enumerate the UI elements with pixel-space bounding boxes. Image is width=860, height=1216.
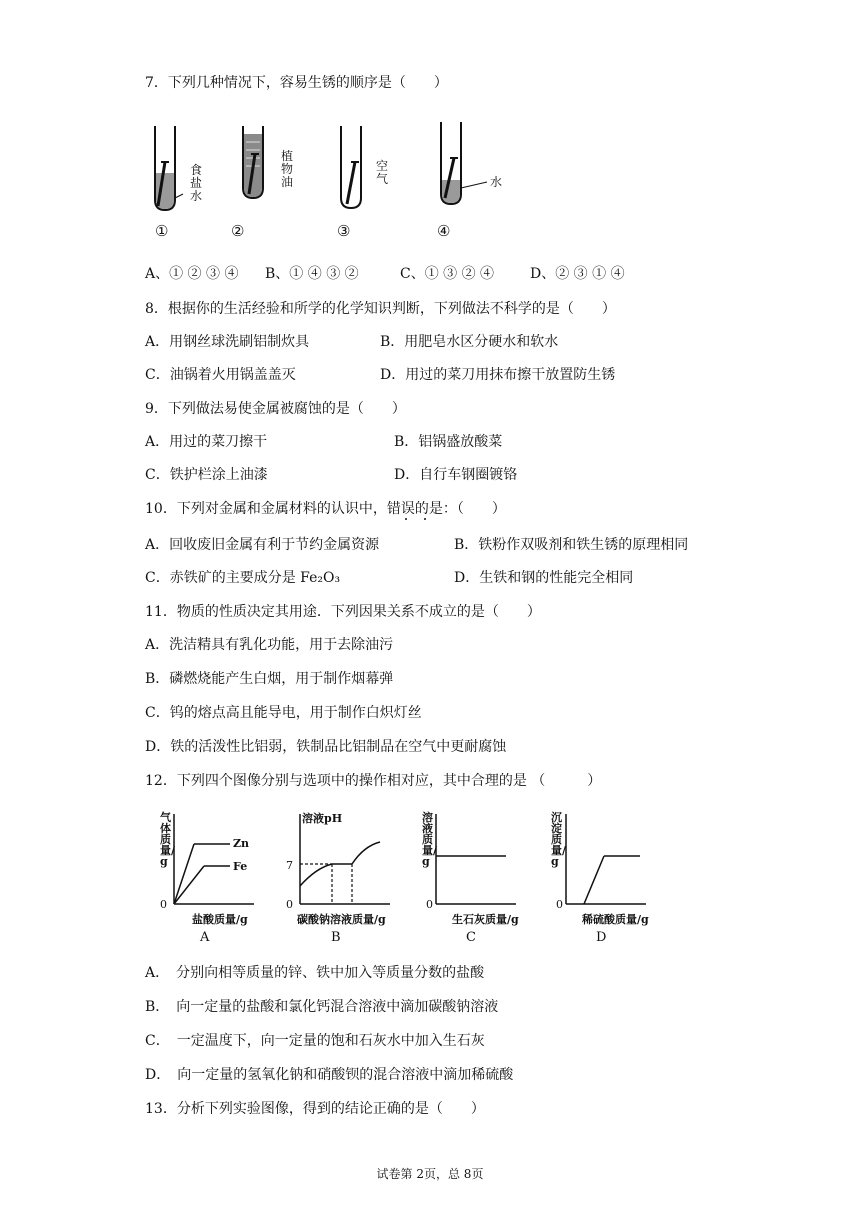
q7-option-c: C、① ③ ② ④: [400, 266, 495, 282]
q11-option-d: D．铁的活泼性比铝弱，铁制品比铝制品在空气中更耐腐蚀: [145, 739, 507, 755]
tube-number-2: ②: [231, 222, 245, 240]
tube-number-3: ③: [337, 222, 351, 240]
tube-number-1: ①: [155, 222, 169, 240]
q8-option-b: B．用肥皂水区分硬水和软水: [380, 334, 559, 350]
q9-option-d: D．自行车钢圈镀铬: [394, 467, 518, 483]
graph-c-origin: 0: [426, 898, 433, 911]
emphasis-dot: [424, 518, 426, 520]
graph-c-xlabel: 生石灰质量/g: [452, 913, 519, 926]
q11-option-b: B．磷燃烧能产生白烟，用于制作烟幕弹: [145, 671, 394, 687]
graph-d-origin: 0: [556, 898, 563, 911]
q9-stem: 9．下列做法易使金属被腐蚀的是（ ）: [145, 401, 406, 417]
q10-option-d: D．生铁和钢的性能完全相同: [454, 570, 634, 586]
graph-d: [560, 808, 650, 918]
q12-option-a: A． 分别向相等质量的锌、铁中加入等质量分数的盐酸: [145, 965, 485, 981]
graph-c-letter: C: [466, 930, 476, 945]
q12-option-d: D． 向一定量的氢氧化钠和硝酸钡的混合溶液中滴加稀硫酸: [145, 1067, 514, 1083]
q8-option-a: A．用钢丝球洗刷铝制炊具: [145, 334, 310, 350]
q11-option-c: C．钨的熔点高且能导电，用于制作白炽灯丝: [145, 705, 422, 721]
tube-vegetable-oil: [243, 126, 263, 198]
q10-stem: 10．下列对金属和金属材料的认识中，错误的是：（ ）: [145, 501, 506, 517]
graph-d-xlabel: 稀硫酸质量/g: [582, 913, 649, 926]
tube-salt-water: [155, 126, 183, 210]
q9-option-c: C．铁护栏涂上油漆: [145, 467, 268, 483]
graph-a-letter: A: [200, 930, 210, 945]
graph-b-ylabel: 溶液pH: [302, 812, 343, 825]
graph-c-ylabel: 溶液质量/g: [422, 811, 438, 868]
graph-a-ylabel: 气体质量/g: [160, 811, 176, 868]
tube-label-water: 水: [490, 175, 503, 189]
tube-label-salt-water: 食盐水: [190, 163, 203, 203]
q8-option-c: C．油锅着火用锅盖盖灭: [145, 367, 296, 383]
tube-air: [341, 126, 361, 208]
graph-c: [430, 808, 520, 918]
q9-option-b: B．铝锅盛放酸菜: [394, 434, 503, 450]
q12-stem: 12．下列四个图像分别与选项中的操作相对应，其中合理的是 （ ）: [145, 773, 602, 789]
tube-label-air: 空气: [376, 159, 389, 186]
q10-option-c: C．赤铁矿的主要成分是 Fe₂O₃: [145, 570, 341, 586]
q10-option-a: A．回收废旧金属有利于节约金属资源: [145, 537, 380, 553]
graph-a-origin: 0: [160, 898, 167, 911]
tube-number-4: ④: [437, 222, 451, 240]
tube-label-vegetable-oil: 植物油: [281, 149, 294, 189]
q12-option-b: B． 向一定量的盐酸和氯化钙混合溶液中滴加碳酸钠溶液: [145, 999, 499, 1015]
tube-water: [441, 122, 487, 204]
graph-a-xlabel: 盐酸质量/g: [192, 913, 248, 926]
emphasis-dot: [405, 518, 407, 520]
q12-option-c: C． 一定温度下，向一定量的饱和石灰水中加入生石灰: [145, 1033, 485, 1049]
q8-stem: 8．根据你的生活经验和所学的化学知识判断，下列做法不科学的是（ ）: [145, 301, 616, 317]
q7-option-a: A、① ② ③ ④: [145, 266, 239, 282]
q9-option-a: A．用过的菜刀擦干: [145, 434, 268, 450]
graph-b-origin: 0: [286, 898, 293, 911]
q11-option-a: A．洗洁精具有乳化功能，用于去除油污: [145, 637, 394, 653]
graph-b-letter: B: [331, 930, 341, 945]
graph-b-ytick: 7: [286, 859, 293, 872]
q7-option-b: B、① ④ ③ ②: [265, 266, 359, 282]
q7-stem: 7．下列几种情况下，容易生锈的顺序是（ ）: [145, 75, 448, 91]
q11-stem: 11．物质的性质决定其用途．下列因果关系不成立的是（ ）: [145, 604, 541, 620]
q7-option-d: D、② ③ ① ④: [530, 266, 625, 282]
graph-a-series-zn: Zn: [233, 837, 250, 850]
q13-stem: 13．分析下列实验图像，得到的结论正确的是（ ）: [145, 1101, 485, 1117]
graph-d-letter: D: [596, 930, 607, 945]
q10-option-b: B．铁粉作双吸剂和铁生锈的原理相同: [454, 537, 689, 553]
q8-option-d: D．用过的菜刀用抹布擦干放置防生锈: [380, 367, 616, 383]
graph-a-series-fe: Fe: [233, 860, 248, 873]
graph-b-xlabel: 碳酸钠溶液质量/g: [297, 913, 386, 926]
graph-d-ylabel: 沉淀质量/g: [551, 811, 567, 868]
page-footer: 试卷第 2页，总 8页: [376, 1167, 484, 1181]
